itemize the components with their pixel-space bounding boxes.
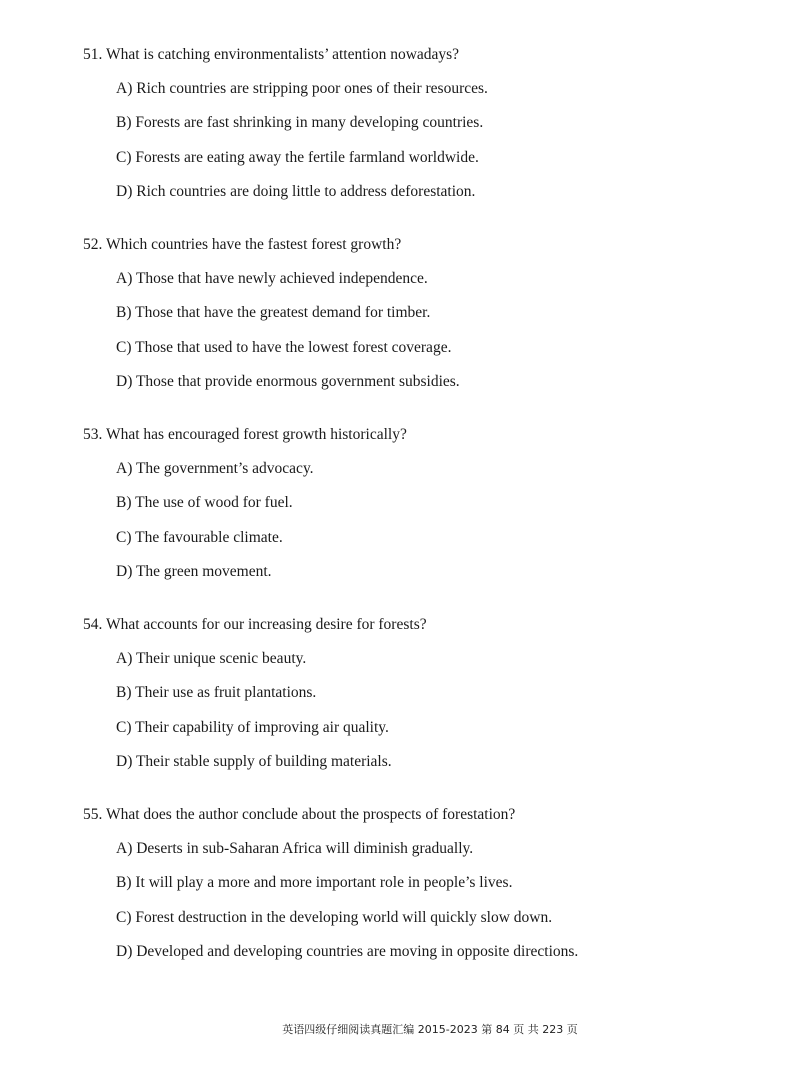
option-a: A) Deserts in sub-Saharan Africa will diminish gradually. — [116, 840, 474, 857]
option-a: A) Those that have newly achieved independence. — [116, 270, 428, 287]
question-stem: 54. What accounts for our increasing desire for forests? — [83, 616, 427, 633]
question-stem: 52. Which countries have the fastest forest growth? — [83, 236, 402, 253]
question-stem: 53. What has encouraged forest growth historically? — [83, 426, 407, 443]
option-c: C) Forests are eating away the fertile farmland worldwide. — [116, 149, 479, 166]
option-b: B) Forests are fast shrinking in many developing countries. — [116, 114, 484, 131]
option-b: B) It will play a more and more important role in people’s lives. — [116, 874, 513, 891]
option-c: C) The favourable climate. — [116, 529, 283, 546]
option-c: C) Their capability of improving air quality. — [116, 719, 389, 736]
page-footer: 英语四级仔细阅读真题汇编 2015-2023 第 84 页 共 223 页 — [282, 1023, 578, 1036]
option-b: B) Those that have the greatest demand for timber. — [116, 304, 431, 321]
question-stem: 51. What is catching environmentalists’ attention nowadays? — [83, 46, 460, 63]
option-d: D) The green movement. — [116, 563, 272, 580]
option-d: D) Rich countries are doing little to address deforestation. — [116, 183, 476, 200]
option-c: C) Forest destruction in the developing world will quickly slow down. — [116, 909, 553, 926]
option-a: A) Rich countries are stripping poor ones of their resources. — [116, 80, 488, 97]
option-d: D) Developed and developing countries are moving in opposite directions. — [116, 943, 579, 960]
question-stem: 55. What does the author conclude about the prospects of forestation? — [83, 806, 516, 823]
option-b: B) The use of wood for fuel. — [116, 494, 293, 511]
option-a: A) The government’s advocacy. — [116, 460, 314, 477]
option-d: D) Their stable supply of building materials. — [116, 753, 392, 770]
option-b: B) Their use as fruit plantations. — [116, 684, 317, 701]
option-c: C) Those that used to have the lowest forest coverage. — [116, 339, 452, 356]
option-a: A) Their unique scenic beauty. — [116, 650, 307, 667]
option-d: D) Those that provide enormous government subsidies. — [116, 373, 460, 390]
